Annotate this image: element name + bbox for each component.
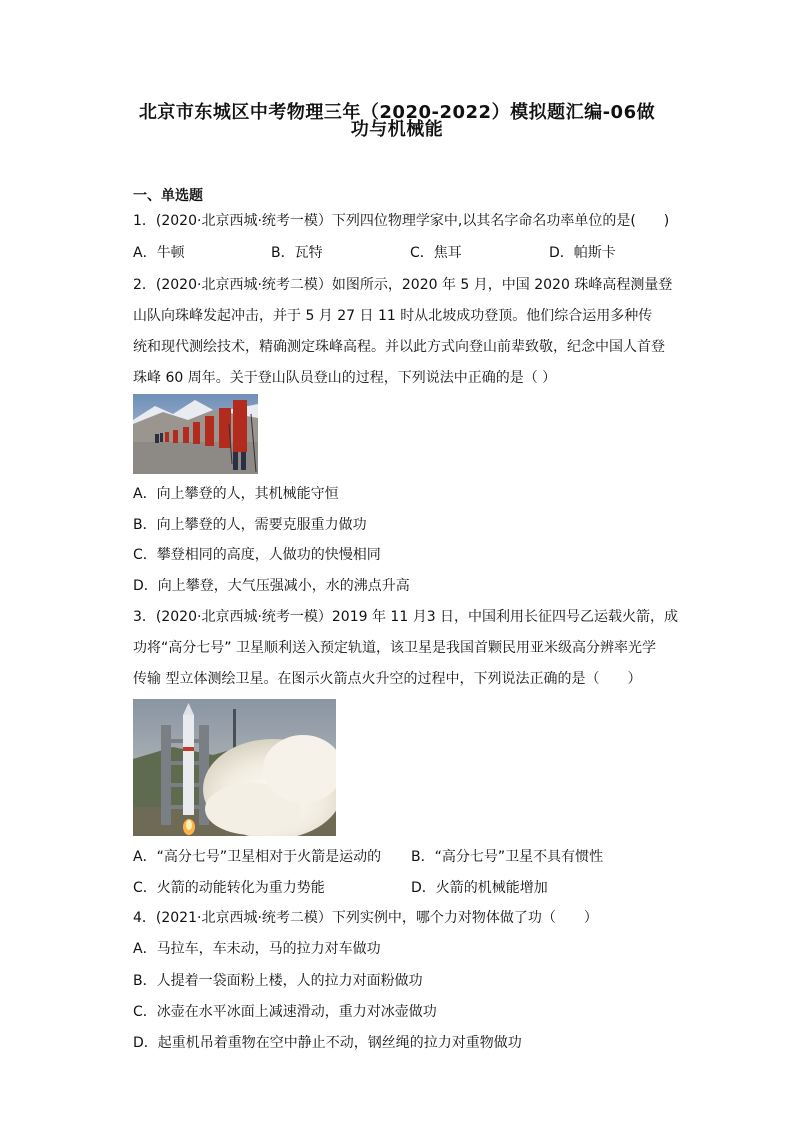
question-2-stem-line-1: 2．(2020·北京西城·统考二模）如图所示，2020 年 5 月，中国 2020 珠峰高程测量登 — [133, 277, 673, 293]
q2-option-c: C．攀登相同的高度，人做功的快慢相同 — [133, 547, 381, 563]
q4-option-a: A．马拉车，车未动，马的拉力对车做功 — [133, 941, 381, 957]
rocket-launch-photo — [133, 699, 336, 836]
question-2-stem-line-3: 统和现代测绘技术，精确测定珠峰高程。并以此方式向登山前辈致敬，纪念中国人首登 — [133, 339, 665, 355]
q4-option-c: C．冰壶在水平冰面上减速滑动，重力对冰壶做功 — [133, 1004, 437, 1020]
question-1-stem: 1．(2020·北京西城·统考一模）下列四位物理学家中,以其名字命名功率单位的是( ) — [133, 213, 670, 229]
q1-option-a: A．牛顿 — [133, 245, 185, 261]
question-4-stem: 4．(2021·北京西城·统考二模）下列实例中，哪个力对物体做了功（ ） — [133, 910, 598, 926]
q3-option-b: B．“高分七号”卫星不具有惯性 — [411, 849, 604, 865]
q1-option-c: C．焦耳 — [410, 245, 462, 261]
question-3-stem-line-3: 传输 型立体测绘卫星。在图示火箭点火升空的过程中，下列说法正确的是（ ） — [133, 671, 642, 687]
q4-option-d: D．起重机吊着重物在空中静止不动，钢丝绳的拉力对重物做功 — [133, 1035, 522, 1051]
document-title-line-1: 北京市东城区中考物理三年（2020-2022）模拟题汇编-06做 — [138, 102, 656, 123]
q2-option-b: B．向上攀登的人，需要克服重力做功 — [133, 517, 367, 533]
section-heading: 一、单选题 — [133, 188, 203, 204]
question-3-stem-line-1: 3．(2020·北京西城·统考一模）2019 年 11 月3 日，中国利用长征四号乙运载火箭，成 — [133, 609, 679, 625]
q3-option-d: D．火箭的机械能增加 — [411, 880, 548, 896]
q1-option-b: B．瓦特 — [271, 245, 323, 261]
q1-option-d: D．帕斯卡 — [549, 245, 616, 261]
q4-option-b: B．人提着一袋面粉上楼，人的拉力对面粉做功 — [133, 973, 423, 989]
q3-option-a: A．“高分七号”卫星相对于火箭是运动的 — [133, 849, 382, 865]
q2-option-a: A．向上攀登的人，其机械能守恒 — [133, 486, 339, 502]
question-2-stem-line-4: 珠峰 60 周年。关于登山队员登山的过程，下列说法中正确的是（ ） — [133, 370, 557, 386]
q3-option-c: C．火箭的动能转化为重力势能 — [133, 880, 325, 896]
q2-option-d: D．向上攀登，大气压强减小，水的沸点升高 — [133, 578, 410, 594]
document-title-line-2: 功与机械能 — [350, 119, 444, 140]
question-2-stem-line-2: 山队向珠峰发起冲击，并于 5 月 27 日 11 时从北坡成功登顶。他们综合运用多种传 — [133, 308, 653, 324]
question-3-stem-line-2: 功将“高分七号” 卫星顺利送入预定轨道，该卫星是我国首颗民用亚米级高分辨率光学 — [133, 640, 656, 656]
climbers-photo — [133, 394, 258, 474]
